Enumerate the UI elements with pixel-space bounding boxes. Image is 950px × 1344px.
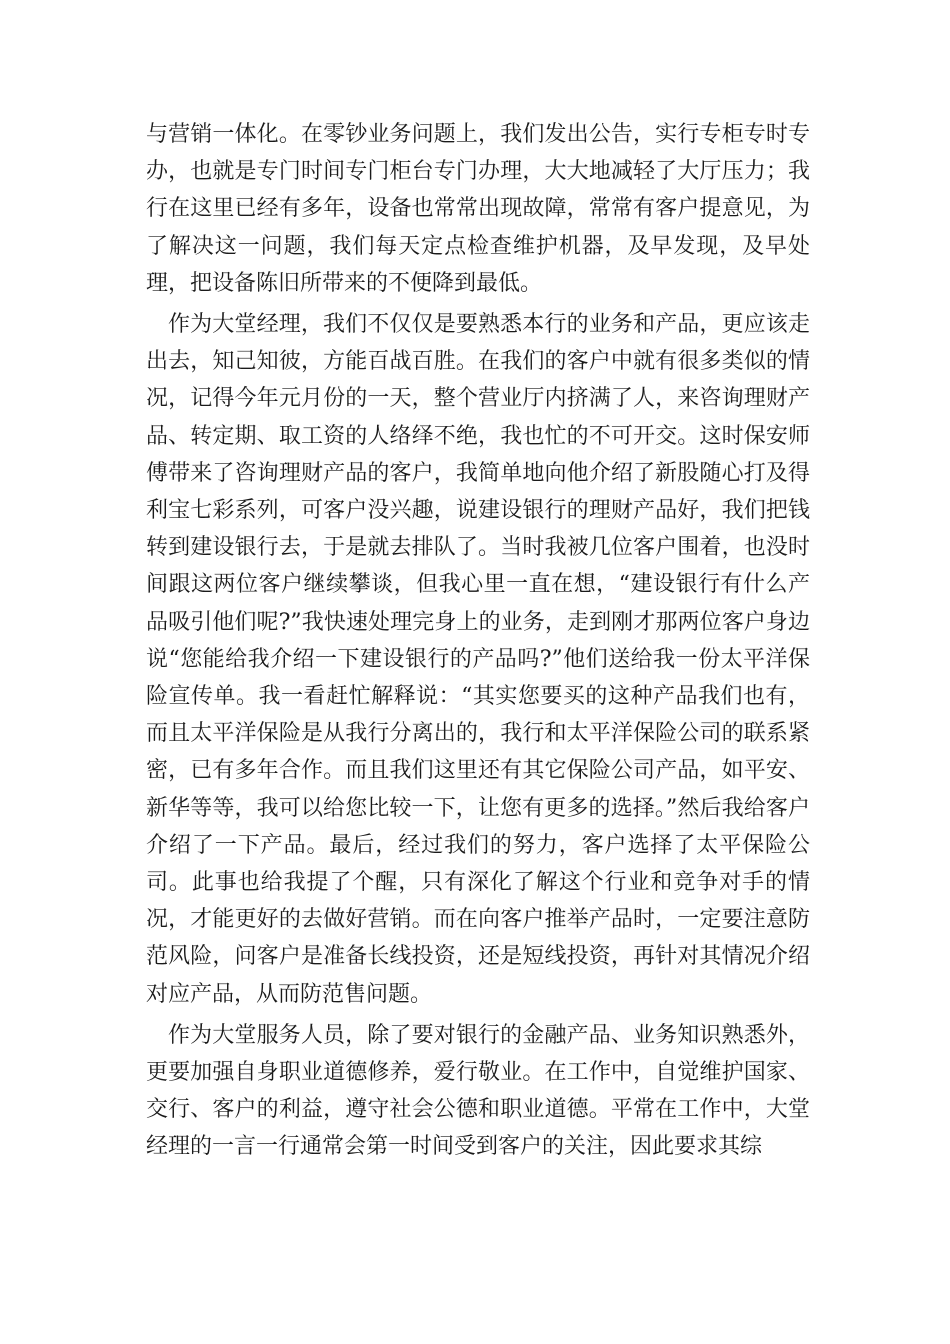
paragraph-professional-ethics: 作为大堂服务人员，除了要对银行的金融产品、业务知识熟悉外，更要加强自身职业道德修养，爱行敬业。在工作中，自觉维护国家、交行、客户的利益，遵守社会公德和职业道德。平常在工作中，大堂经理的一言一行通常会第一时间受到客户的关注，因此要求其综: [146, 1022, 810, 1160]
document-body: [146, 116, 810, 1170]
paragraph-lobby-manager-knowledge: 作为大堂经理，我们不仅仅是要熟悉本行的业务和产品，更应该走出去，知己知彼，方能百战百胜。在我们的客户中就有很多类似的情况，记得今年元月份的一天，整个营业厅内挤满了人，来咨询理财产品、转定期、取工资的人络绎不绝，我也忙的不可开交。这时保安师傅带来了咨询理财产品的客户，我简单地向他介绍了新股随心打及得利宝七彩系列，可客户没兴趣，说建设银行的理财产品好，我们把钱转到建设银行去，于是就去排队了。当时我被几位客户围着，也没时间跟这两位客户继续攀谈，但我心里一直在想，“建设银行有什么产品吸引他们呢?”我快速处理完身上的业务，走到刚才那两位客户身边说“您能给我介绍一下建设银行的产品吗?”他们送给我一份太平洋保险宣传单。我一看赶忙解释说：“其实您要买的这种产品我们也有，而且太平洋保险是从我行分离出的，我行和太平洋保险公司的联系紧密，已有多年合作。而且我们这里还有其它保险公司产品，如平安、新华等等，我可以给您比较一下，让您有更多的选择。”然后我给客户介绍了一下产品。最后，经过我们的努力，客户选择了太平保险公司。此事也给我提了个醒，只有深化了解这个行业和竞争对手的情况，才能更好的去做好营销。而在向客户推举产品时，一定要注意防范风险，问客户是准备长线投资，还是短线投资，再针对其情况介绍对应产品，从而防范售问题。: [146, 312, 810, 1007]
paragraph-continuation: 与营销一体化。在零钞业务问题上，我们发出公告，实行专柜专时专办，也就是专门时间专门柜台专门办理，大大地减轻了大厅压力；我行在这里已经有多年，设备也常常出现故障，常常有客户提意见，为了解决这一问题，我们每天定点检查维护机器，及早发现，及早处理，把设备陈旧所带来的不便降到最低。: [146, 122, 810, 296]
